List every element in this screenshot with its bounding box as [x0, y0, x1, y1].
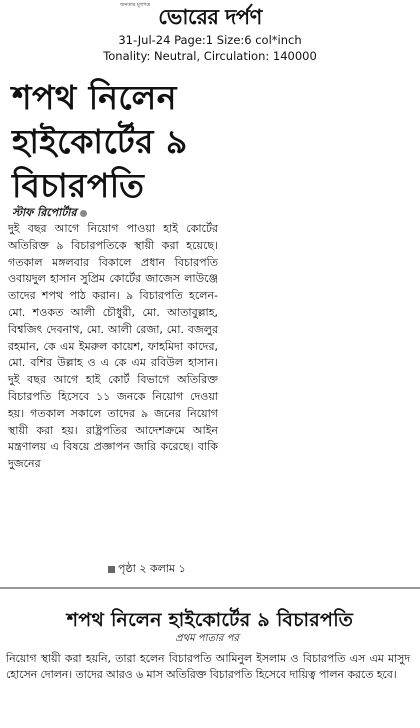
headline-line: শপথ নিলেন [12, 78, 177, 117]
headline-line: হাইকোর্টের ৯ [12, 122, 188, 161]
jump-reference [108, 560, 186, 579]
article-headline [12, 76, 212, 208]
bullet-icon [80, 210, 87, 217]
square-bullet-icon [108, 566, 115, 573]
clip-meta-tonality: Tonality: Neutral, Circulation: 140000 [103, 49, 317, 63]
article-paragraph: নিয়োগ স্থায়ী করা হয়নি, তারা হলেন বিচারপতি আমিনুল ইসলাম ও বিচারপতি এস এম মাসুদ হোসেন দোলন। তাদের আরও ৬ মাস অতিরিক্ত বিচারপতি হিসেবে দায়িত্ব পালন করতে হবে। [6, 652, 410, 681]
continued-body [6, 651, 410, 682]
continued-from-label: প্রথম পাতার পর [175, 633, 239, 644]
article-clipping-continued [2, 595, 412, 723]
article-body [8, 221, 218, 473]
masthead-tagline: জনতার মুখপত্র [120, 2, 151, 8]
newspaper-name: ভোরের দর্পণ [158, 4, 262, 29]
headline-line: বিচারপতি [12, 166, 145, 205]
article-clipping-front [2, 70, 406, 590]
article-paragraph: দুই বছর আগে নিয়োগ পাওয়া হাই কোর্টের অতিরিক্ত ৯ বিচারপতিকে স্থায়ী করা হয়েছে। গতকাল মঙ্গলবার বিকালে প্রধান বিচারপতি ওবায়দুল হাসান সুপ্রিম কোর্টের জাজেস লাউঞ্জে তাদের শপথ পাঠ করান। ৯ বিচারপতি হলেন- মো. শওকত আলী চৌধুরী, মো. আতাবুল্লাহ, বিশ্বজিৎ দেবনাথ, মো. আলী রেজা, মো. বজলুর রহমান, কে এম ইমরুল কায়েশ, ফাহমিদা কাদের, মো. বশির উল্লাহ ও এ কে এম রবিউল হাসান। দুই বছর আগে হাই কোর্ট বিভাগে অতিরিক্ত বিচারপতি হিসেবে ১১ জনকে নিয়োগ দেওয়া হয়। গতকাল সকালে তাদের ৯ জনের নিয়োগ স্থায়ী করা হয়। রাষ্ট্রপতির আদেশক্রমে আইন মন্ত্রণালয় এ বিষয়ে প্রজ্ঞাপন জারি করেছে। বাকি দুজনের [8, 222, 218, 471]
byline-text: স্টাফ রিপোর্টার [12, 206, 77, 219]
jump-text: পৃষ্ঠা ২ কলাম ১ [118, 562, 186, 575]
clipping-divider [0, 587, 420, 589]
continued-headline: শপথ নিলেন হাইকোর্টের ৯ বিচারপতি [66, 609, 354, 631]
clip-meta-date-size: 31-Jul-24 Page:1 Size:6 col*inch [118, 33, 302, 47]
